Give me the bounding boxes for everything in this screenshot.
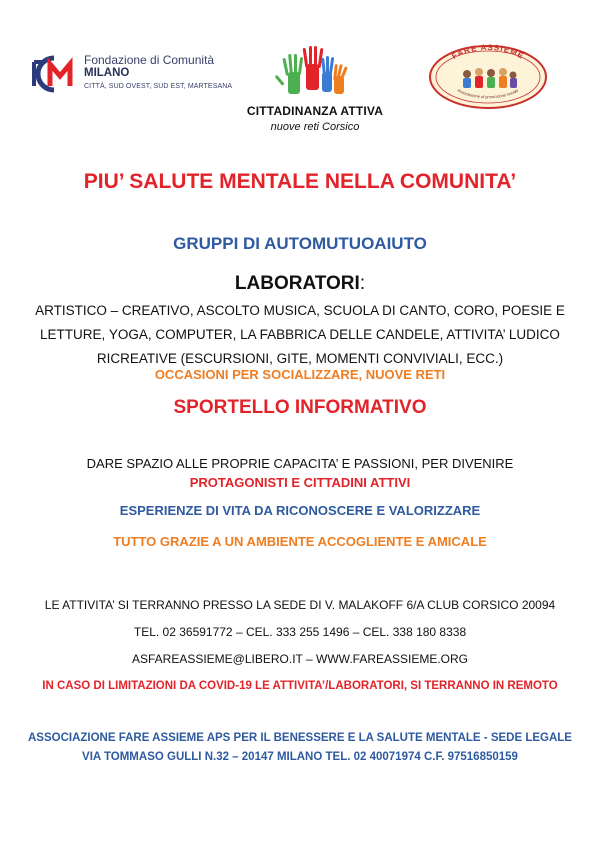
fcm-text — [84, 54, 232, 93]
contacts-text[interactable]: ASFAREASSIEME@LIBERO.IT – WWW.FAREASSIEME.ORG — [131, 652, 469, 666]
raised-hands-icon — [240, 46, 390, 104]
cittadinanza-logo — [240, 46, 390, 138]
protagonists-line: PROTAGONISTI E CITTADINI ATTIVI — [189, 475, 411, 490]
fcm-line1: Fondazione di Comunità — [84, 53, 215, 67]
covid-notice: IN CASO DI LIMITAZIONI DA COVID-19 LE ATTIVITA’/LABORATORI, SI TERRANNO IN REMOTO — [42, 680, 558, 692]
cittadinanza-subtitle: nuove reti Corsico — [270, 121, 360, 133]
fare-assieme-seal-icon — [427, 44, 549, 110]
fcm-line2: MILANO — [84, 67, 130, 79]
labs-heading-text: LABORATORI — [234, 273, 360, 294]
labs-list — [0, 299, 600, 371]
footer-line-2: VIA TOMMASO GULLI N.32 – 20147 MILANO TEL. 02 40071974 C.F. 97516850159 — [82, 751, 518, 763]
phones-line: TEL. 02 36591772 – CEL. 333 255 1496 – CEL. 338 180 8338 — [133, 625, 467, 639]
fare-assieme-logo — [427, 44, 549, 110]
fare-assieme-bottom-text: Associazione di promozione sociale — [456, 87, 520, 100]
labs-line-3: RICREATIVE (ESCURSIONI, GITE, MOMENTI CONVIVIALI, ECC.) — [96, 351, 504, 366]
environment-line: TUTTO GRAZIE A UN AMBIENTE ACCOGLIENTE E AMICALE — [113, 534, 487, 549]
venue-line: LE ATTIVITA’ SI TERRANNO PRESSO LA SEDE DI V. MALAKOFF 6/A CLUB CORSICO 20094 — [44, 598, 556, 612]
space-line: DARE SPAZIO ALLE PROPRIE CAPACITA’ E PASSIONI, PER DIVENIRE — [86, 456, 514, 471]
footer-line-1: ASSOCIAZIONE FARE ASSIEME APS PER IL BENESSERE E LA SALUTE MENTALE - SEDE LEGALE — [28, 732, 572, 744]
fcm-mark-icon — [32, 52, 80, 96]
experiences-line: ESPERIENZE DI VITA DA RICONOSCERE E VALORIZZARE — [119, 503, 481, 518]
page-title: PIU’ SALUTE MENTALE NELLA COMUNITA’ — [83, 170, 517, 193]
labs-heading-colon: : — [359, 273, 366, 294]
cittadinanza-title: CITTADINANZA ATTIVA — [246, 104, 384, 118]
social-line: OCCASIONI PER SOCIALIZZARE, NUOVE RETI — [154, 367, 446, 382]
labs-heading — [0, 273, 600, 295]
labs-line-2: LETTURE, YOGA, COMPUTER, LA FABBRICA DELLE CANDELE, ATTIVITA’ LUDICO — [40, 327, 560, 342]
groups-heading: GRUPPI DI AUTOMUTUOAIUTO — [173, 234, 427, 253]
fcm-line3: CITTÀ, SUD OVEST, SUD EST, MARTESANA — [84, 83, 233, 90]
labs-line-1: ARTISTICO – CREATIVO, ASCOLTO MUSICA, SCUOLA DI CANTO, CORO, POESIE E — [35, 303, 565, 318]
contacts-line[interactable] — [0, 652, 600, 666]
fcm-logo — [32, 52, 252, 96]
fare-assieme-arc-text: FARE ASSIEME — [450, 44, 526, 61]
sportello-heading: SPORTELLO INFORMATIVO — [173, 397, 427, 418]
